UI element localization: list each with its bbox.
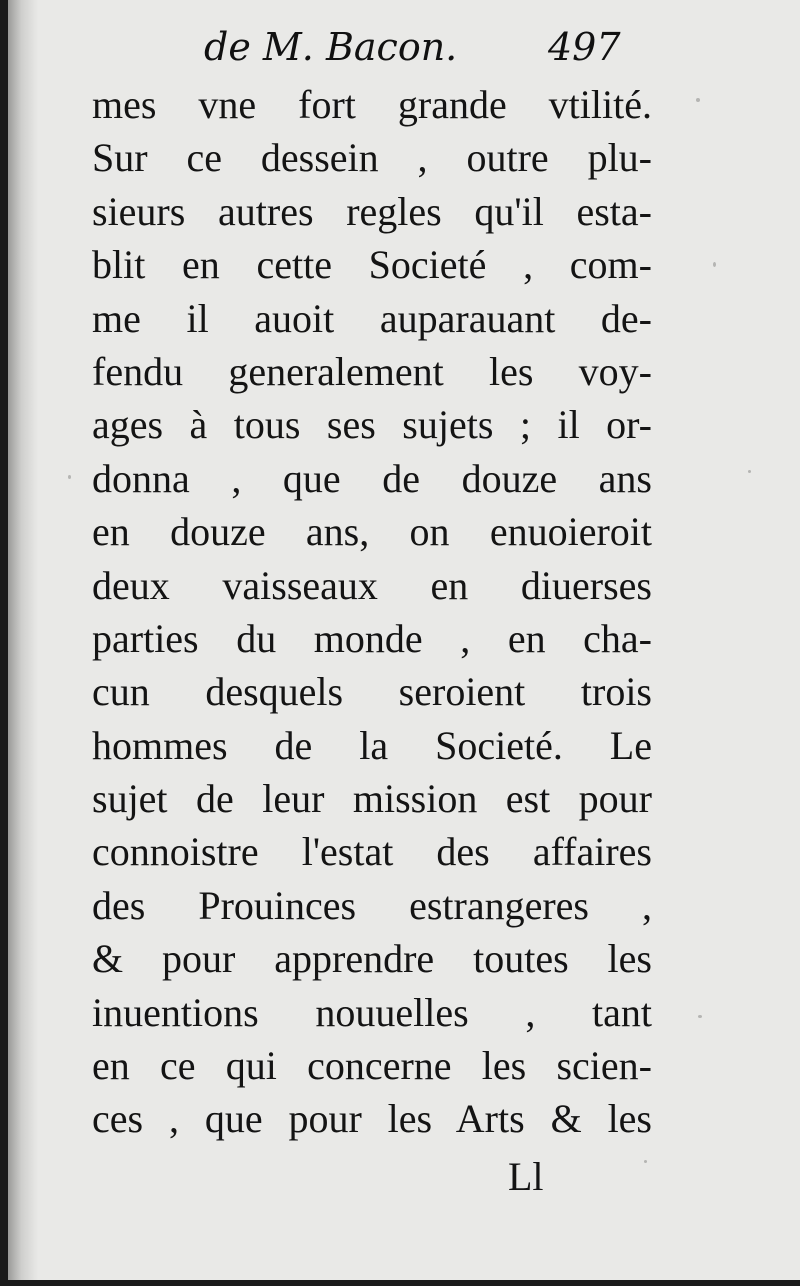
text-line: inuentions nouuelles , tant bbox=[92, 989, 652, 1035]
text-line: ces , que pour les Arts & les bbox=[92, 1096, 652, 1142]
catchword: Ll bbox=[508, 1154, 544, 1199]
text-line: connoistre l'estat des affaires bbox=[92, 829, 652, 875]
text-line: deux vaisseaux en diuerses bbox=[92, 562, 652, 608]
body-text bbox=[92, 78, 652, 1146]
book-page bbox=[8, 0, 800, 1280]
text-line: sujet de leur mission est pour bbox=[92, 776, 652, 822]
text-line: blit en cette Societé , com- bbox=[92, 242, 652, 288]
paper-speck bbox=[748, 470, 751, 473]
page-number: 497 bbox=[548, 25, 621, 69]
text-line: & pour apprendre toutes les bbox=[92, 936, 652, 982]
page-gutter-shadow bbox=[8, 0, 38, 1280]
text-line: hommes de la Societé. Le bbox=[92, 722, 652, 768]
text-line: parties du monde , en cha- bbox=[92, 615, 652, 661]
text-line: Sur ce dessein , outre plu- bbox=[92, 135, 652, 181]
text-line: fendu generalement les voy- bbox=[92, 348, 652, 394]
text-line: donna , que de douze ans bbox=[92, 455, 652, 501]
paper-speck bbox=[713, 262, 716, 267]
page-header bbox=[8, 22, 800, 82]
paper-speck bbox=[644, 1160, 647, 1163]
text-line: des Prouinces estrangeres , bbox=[92, 882, 652, 928]
paper-speck bbox=[698, 1015, 702, 1018]
text-line: en douze ans, on enuoieroit bbox=[92, 509, 652, 555]
text-line: en ce qui concerne les scien- bbox=[92, 1043, 652, 1089]
text-line: mes vne fort grande vtilité. bbox=[92, 82, 652, 127]
text-line: sieurs autres regles qu'il esta- bbox=[92, 188, 652, 234]
paper-speck bbox=[696, 98, 700, 102]
text-line: me il auoit auparauant de- bbox=[92, 295, 652, 341]
paper-speck bbox=[68, 475, 71, 479]
text-line: cun desquels seroient trois bbox=[92, 669, 652, 715]
text-line: ages à tous ses sujets ; il or- bbox=[92, 402, 652, 448]
running-head: de M. Bacon. bbox=[204, 25, 458, 69]
